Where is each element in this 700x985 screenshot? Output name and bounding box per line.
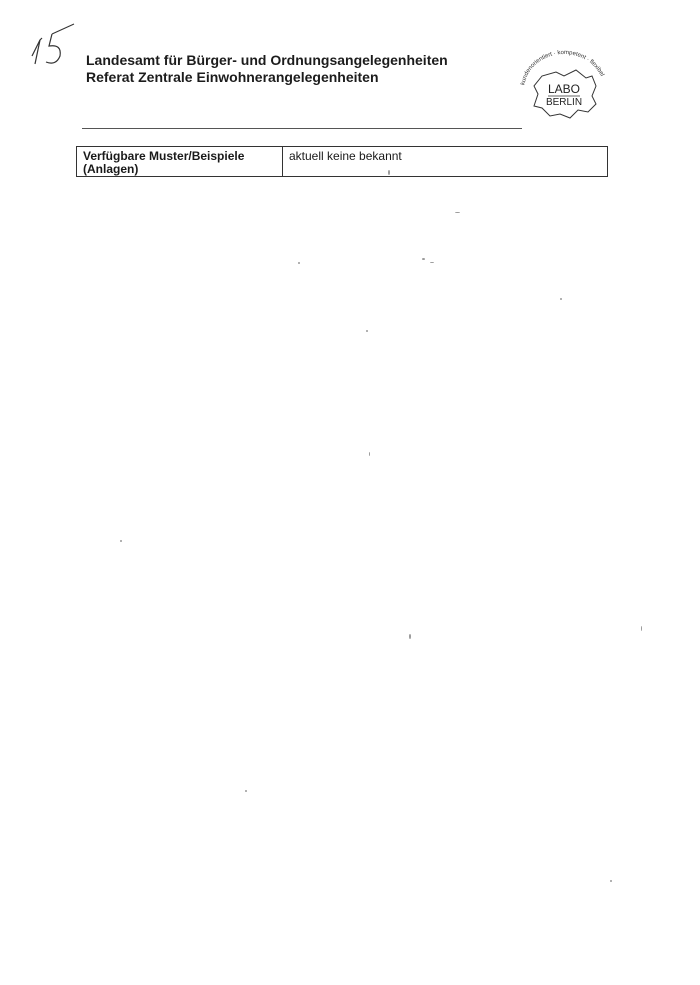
info-table xyxy=(76,146,608,177)
logo-arc-text: kundenorientiert · kompetent · flexibel xyxy=(520,49,605,86)
header-subtitle: Referat Zentrale Einwohnerangelegenheiten xyxy=(86,69,379,85)
scan-speck xyxy=(369,452,370,456)
scan-speck xyxy=(422,258,425,260)
scan-speck xyxy=(610,880,612,882)
scan-speck xyxy=(430,262,434,263)
scan-speck xyxy=(120,540,122,542)
scan-speck xyxy=(560,298,562,300)
scan-speck xyxy=(366,330,368,332)
scan-speck xyxy=(388,170,390,175)
scan-speck xyxy=(409,634,411,639)
scan-speck xyxy=(298,262,300,264)
svg-text:kundenorientiert · kompetent · xyxy=(520,50,604,86)
scan-speck xyxy=(455,212,460,213)
table-value-cell: aktuell keine bekannt xyxy=(289,149,402,163)
scan-speck xyxy=(641,626,642,631)
handwritten-page-number xyxy=(22,22,82,72)
labo-berlin-logo xyxy=(512,46,612,122)
header xyxy=(86,52,448,86)
scan-speck xyxy=(245,790,247,792)
table-label-cell: Verfügbare Muster/Beispiele (Anlagen) xyxy=(77,147,283,176)
logo-line1: LABO xyxy=(547,82,581,96)
logo-line2: BERLIN xyxy=(545,97,583,108)
header-divider xyxy=(82,128,522,129)
header-title: Landesamt für Bürger- und Ordnungsangelegenheiten xyxy=(86,52,448,68)
